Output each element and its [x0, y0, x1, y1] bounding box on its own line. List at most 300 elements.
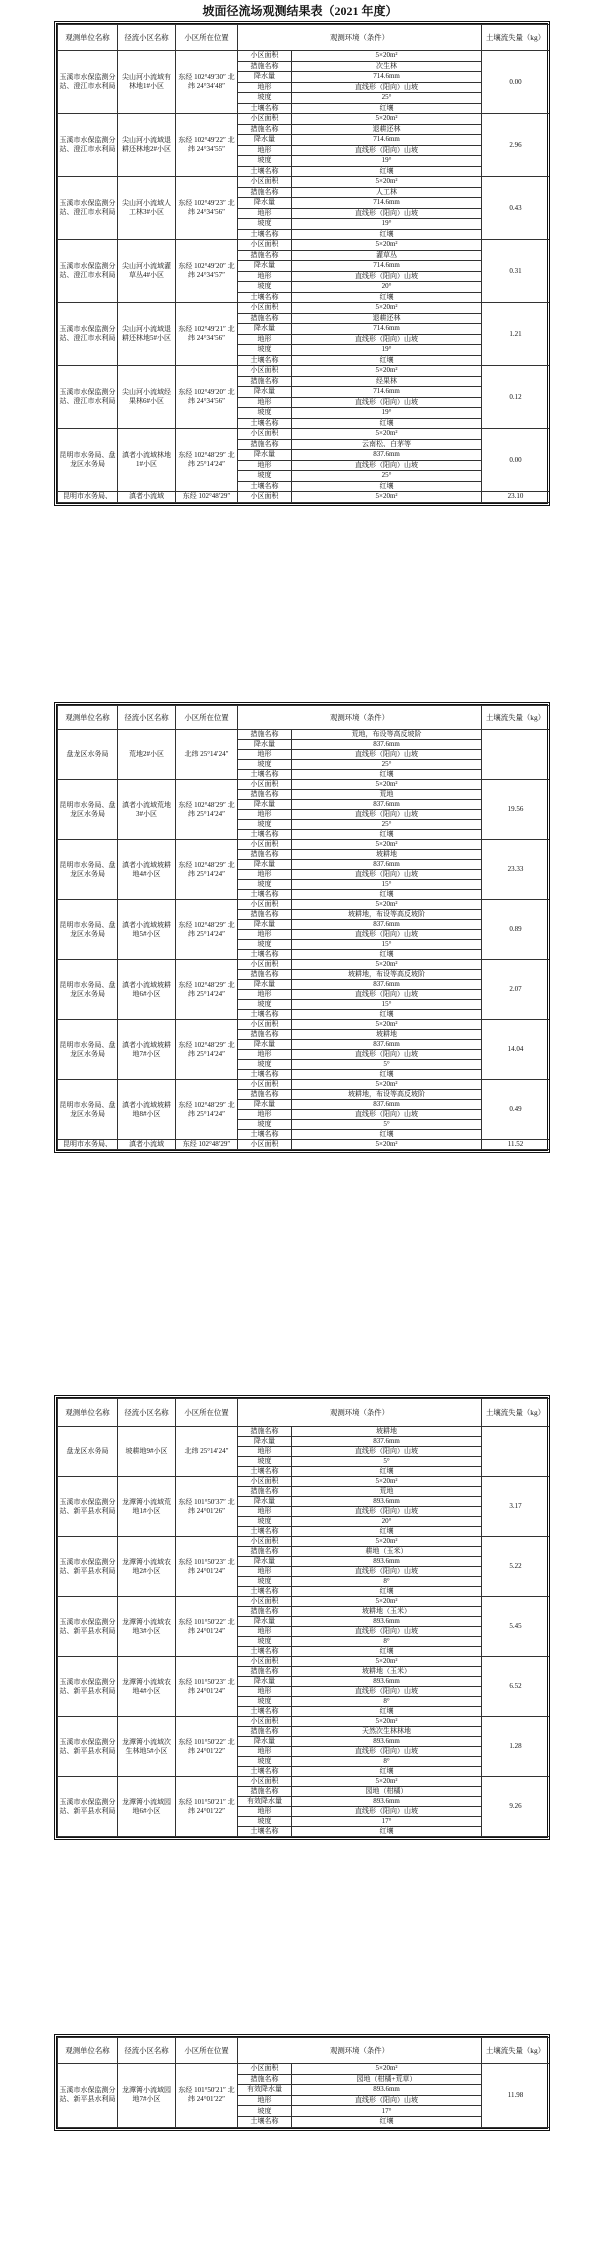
cell-condition-label: 坡度 — [238, 1517, 292, 1527]
cell-condition-label: 坡度 — [238, 1637, 292, 1647]
cell-plot: 滇者小流域 — [118, 492, 176, 503]
cell-condition-value: 5×20m² — [292, 900, 482, 910]
cell-soil-loss: 0.49 — [482, 1080, 550, 1140]
cell-plot: 滇者小流域坡耕地6#小区 — [118, 960, 176, 1020]
cell-condition-value: 837.6mm — [292, 450, 482, 461]
cell-plot: 滇者小流域坡耕地5#小区 — [118, 900, 176, 960]
header-soil-loss: 土壤流失量（kg） — [482, 1399, 550, 1427]
table-row — [58, 960, 550, 970]
cell-condition-label: 降水量 — [238, 1100, 292, 1110]
cell-unit: 玉溪市水保监测分站、澄江市水利局 — [58, 366, 118, 429]
cell-condition-label: 小区面积 — [238, 1537, 292, 1547]
cell-condition-value: 经果林 — [292, 376, 482, 387]
cell-condition-label: 降水量 — [238, 920, 292, 930]
cell-condition-label: 土壤名称 — [238, 166, 292, 177]
cell-plot: 滇者小流域 — [118, 1140, 176, 1150]
cell-location: 北纬 25°14′24″ — [176, 1427, 238, 1477]
cell-condition-label: 土壤名称 — [238, 770, 292, 780]
cell-unit: 昆明市水务局、盘龙区水务局 — [58, 900, 118, 960]
header-environment: 观测环境（条件） — [238, 706, 482, 730]
cell-condition-value: 直线形（阳向）山坡 — [292, 1110, 482, 1120]
cell-condition-label: 措施名称 — [238, 1667, 292, 1677]
cell-condition-value: 837.6mm — [292, 1040, 482, 1050]
cell-condition-label: 措施名称 — [238, 1547, 292, 1557]
cell-location: 东经 101°50′21″ 北纬 24°01′22″ — [176, 1777, 238, 1837]
cell-condition-value: 8° — [292, 1697, 482, 1707]
cell-condition-label: 坡度 — [238, 1697, 292, 1707]
cell-condition-label: 措施名称 — [238, 1090, 292, 1100]
cell-condition-value: 红壤 — [292, 890, 482, 900]
cell-condition-value: 直线形（阳向）山坡 — [292, 145, 482, 156]
cell-condition-value: 20° — [292, 282, 482, 293]
cell-unit: 昆明市水务局、盘龙区水务局 — [58, 840, 118, 900]
cell-soil-loss — [482, 730, 550, 780]
table-row — [58, 900, 550, 910]
cell-location: 东经 102°48′29″ 北纬 25°14′24″ — [176, 429, 238, 492]
cell-condition-label: 小区面积 — [238, 51, 292, 62]
cell-condition-label: 小区面积 — [238, 840, 292, 850]
cell-condition-label: 坡度 — [238, 345, 292, 356]
cell-plot: 滇者小流域荒地3#小区 — [118, 780, 176, 840]
cell-soil-loss: 14.04 — [482, 1020, 550, 1080]
cell-condition-value: 893.6mm — [292, 1617, 482, 1627]
cell-condition-label: 土壤名称 — [238, 1467, 292, 1477]
table-row — [58, 1597, 550, 1607]
cell-unit: 盘龙区水务局 — [58, 730, 118, 780]
cell-condition-label: 降水量 — [238, 1040, 292, 1050]
observation-table — [57, 24, 550, 503]
cell-condition-label: 坡度 — [238, 1817, 292, 1827]
cell-condition-label: 小区面积 — [238, 492, 292, 503]
cell-condition-value: 坡耕地 — [292, 1030, 482, 1040]
table-row — [58, 1427, 550, 1437]
cell-condition-value: 直线形（阳向）山坡 — [292, 82, 482, 93]
cell-condition-value: 837.6mm — [292, 800, 482, 810]
cell-condition-label: 土壤名称 — [238, 1767, 292, 1777]
cell-plot: 龙潭箐小流域园地6#小区 — [118, 1777, 176, 1837]
table-row — [58, 51, 550, 62]
cell-condition-value: 红壤 — [292, 770, 482, 780]
page-title: 坡面径流场观测结果表（2021 年度） — [202, 4, 398, 18]
cell-plot: 尖山河小流域有林地1#小区 — [118, 51, 176, 114]
cell-condition-label: 措施名称 — [238, 187, 292, 198]
cell-condition-value: 直线形（阳向）山坡 — [292, 930, 482, 940]
cell-condition-label: 小区面积 — [238, 429, 292, 440]
cell-condition-label: 坡度 — [238, 820, 292, 830]
cell-condition-value: 人工林 — [292, 187, 482, 198]
cell-location: 东经 102°48′29″ 北纬 25°14′24″ — [176, 900, 238, 960]
cell-condition-value: 15° — [292, 1000, 482, 1010]
cell-condition-value: 5° — [292, 1060, 482, 1070]
cell-condition-label: 降水量 — [238, 387, 292, 398]
cell-location: 东经 102°49′20″ 北纬 24°34′57″ — [176, 240, 238, 303]
cell-condition-value: 直线形（阳向）山坡 — [292, 2095, 482, 2106]
cell-condition-value: 5×20m² — [292, 1597, 482, 1607]
header-location: 小区所在位置 — [176, 706, 238, 730]
observation-table — [57, 1398, 550, 1837]
cell-location: 东经 102°48′29″ 北纬 25°14′24″ — [176, 960, 238, 1020]
cell-condition-label: 降水量 — [238, 198, 292, 209]
cell-condition-label: 小区面积 — [238, 1080, 292, 1090]
cell-condition-label: 措施名称 — [238, 730, 292, 740]
cell-condition-value: 红壤 — [292, 1010, 482, 1020]
cell-condition-label: 土壤名称 — [238, 1527, 292, 1537]
cell-condition-label: 小区面积 — [238, 177, 292, 188]
cell-condition-value: 837.6mm — [292, 980, 482, 990]
cell-condition-label: 降水量 — [238, 261, 292, 272]
cell-condition-value: 红壤 — [292, 1767, 482, 1777]
cell-condition-value: 坡耕地 — [292, 850, 482, 860]
cell-condition-label: 措施名称 — [238, 1427, 292, 1437]
cell-condition-value: 25° — [292, 820, 482, 830]
cell-condition-value: 837.6mm — [292, 1100, 482, 1110]
cell-soil-loss — [482, 1427, 550, 1477]
cell-condition-value: 坡耕地（玉米） — [292, 1667, 482, 1677]
cell-condition-label: 地形 — [238, 145, 292, 156]
cell-unit: 昆明市水务局、盘龙区水务局 — [58, 429, 118, 492]
cell-condition-label: 土壤名称 — [238, 481, 292, 492]
header-unit: 观测单位名称 — [58, 2038, 118, 2064]
table-page-2 — [56, 704, 548, 1151]
cell-soil-loss: 0.43 — [482, 177, 550, 240]
cell-condition-value: 837.6mm — [292, 1437, 482, 1447]
cell-condition-label: 降水量 — [238, 980, 292, 990]
cell-unit: 玉溪市水保监测分站、澄江市水利局 — [58, 114, 118, 177]
cell-condition-value: 5×20m² — [292, 1717, 482, 1727]
cell-condition-value: 直线形（阳向）山坡 — [292, 460, 482, 471]
cell-condition-value: 直线形（阳向）山坡 — [292, 1567, 482, 1577]
cell-condition-value: 直线形（阳向）山坡 — [292, 1507, 482, 1517]
cell-condition-value: 灌草丛 — [292, 250, 482, 261]
cell-condition-value: 5×20m² — [292, 1777, 482, 1787]
cell-condition-value: 直线形（阳向）山坡 — [292, 334, 482, 345]
cell-condition-label: 土壤名称 — [238, 1070, 292, 1080]
cell-condition-value: 直线形（阳向）山坡 — [292, 397, 482, 408]
cell-soil-loss: 2.07 — [482, 960, 550, 1020]
cell-condition-label: 降水量 — [238, 1497, 292, 1507]
header-soil-loss: 土壤流失量（kg） — [482, 706, 550, 730]
cell-condition-label: 小区面积 — [238, 1020, 292, 1030]
table-row — [58, 780, 550, 790]
cell-condition-value: 5×20m² — [292, 960, 482, 970]
header-location: 小区所在位置 — [176, 1399, 238, 1427]
cell-condition-value: 5×20m² — [292, 492, 482, 503]
cell-condition-label: 措施名称 — [238, 790, 292, 800]
table-row — [58, 1537, 550, 1547]
cell-condition-label: 坡度 — [238, 1120, 292, 1130]
cell-condition-value: 19° — [292, 408, 482, 419]
cell-soil-loss: 1.28 — [482, 1717, 550, 1777]
header-unit: 观测单位名称 — [58, 25, 118, 51]
cell-condition-label: 土壤名称 — [238, 229, 292, 240]
cell-condition-value: 云南松、白茅等 — [292, 439, 482, 450]
cell-condition-label: 有效降水量 — [238, 1797, 292, 1807]
cell-condition-label: 地形 — [238, 271, 292, 282]
cell-location: 东经 102°49′22″ 北纬 24°34′55″ — [176, 114, 238, 177]
cell-condition-label: 土壤名称 — [238, 1010, 292, 1020]
cell-condition-value: 红壤 — [292, 2116, 482, 2127]
cell-soil-loss: 0.00 — [482, 429, 550, 492]
cell-condition-value: 红壤 — [292, 292, 482, 303]
cell-condition-label: 土壤名称 — [238, 418, 292, 429]
cell-condition-label: 土壤名称 — [238, 2116, 292, 2127]
cell-location: 东经 102°49′20″ 北纬 24°34′56″ — [176, 366, 238, 429]
header-environment: 观测环境（条件） — [238, 2038, 482, 2064]
cell-plot: 龙潭箐小流域农地3#小区 — [118, 1597, 176, 1657]
cell-soil-loss: 0.00 — [482, 51, 550, 114]
cell-condition-value: 直线形（阳向）山坡 — [292, 1447, 482, 1457]
header-soil-loss: 土壤流失量（kg） — [482, 25, 550, 51]
cell-condition-label: 地形 — [238, 810, 292, 820]
table-row — [58, 1140, 550, 1150]
cell-condition-value: 天然次生林林地 — [292, 1727, 482, 1737]
cell-condition-value: 直线形（阳向）山坡 — [292, 990, 482, 1000]
cell-condition-value: 5° — [292, 1120, 482, 1130]
header-unit: 观测单位名称 — [58, 706, 118, 730]
cell-plot: 滇者小流域坡耕地4#小区 — [118, 840, 176, 900]
cell-condition-value: 714.6mm — [292, 387, 482, 398]
cell-condition-label: 地形 — [238, 1627, 292, 1637]
table-row — [58, 2064, 550, 2075]
cell-plot: 尖山河小流域退耕还林地5#小区 — [118, 303, 176, 366]
cell-condition-label: 降水量 — [238, 800, 292, 810]
cell-condition-label: 坡度 — [238, 2106, 292, 2117]
header-location: 小区所在位置 — [176, 25, 238, 51]
cell-condition-label: 坡度 — [238, 760, 292, 770]
table-row — [58, 730, 550, 740]
cell-condition-value: 893.6mm — [292, 2085, 482, 2096]
cell-condition-value: 25° — [292, 760, 482, 770]
cell-condition-label: 坡度 — [238, 1577, 292, 1587]
cell-unit: 昆明市水务局、盘龙区水务局 — [58, 1080, 118, 1140]
cell-condition-value: 714.6mm — [292, 135, 482, 146]
cell-location: 东经 102°48′29″ 北纬 25°14′24″ — [176, 840, 238, 900]
cell-soil-loss: 11.98 — [482, 2064, 550, 2128]
header-row — [58, 2038, 550, 2064]
cell-condition-value: 直线形（阳向）山坡 — [292, 1747, 482, 1757]
cell-condition-value: 退耕还林 — [292, 313, 482, 324]
cell-condition-label: 小区面积 — [238, 366, 292, 377]
header-row — [58, 25, 550, 51]
cell-condition-label: 措施名称 — [238, 439, 292, 450]
cell-unit: 昆明市水务局、 — [58, 492, 118, 503]
cell-condition-value: 19° — [292, 345, 482, 356]
table-page-1 — [56, 23, 548, 504]
cell-plot: 龙潭箐小流域农地4#小区 — [118, 1657, 176, 1717]
cell-plot: 龙潭箐小流域农地2#小区 — [118, 1537, 176, 1597]
table-page-3 — [56, 1397, 548, 1838]
cell-condition-value: 园地（柑橘+荒草） — [292, 2074, 482, 2085]
cell-plot: 滇者小流域坡耕地8#小区 — [118, 1080, 176, 1140]
cell-condition-value: 退耕还林 — [292, 124, 482, 135]
cell-location: 东经 101°50′23″ 北纬 24°01′24″ — [176, 1657, 238, 1717]
cell-location: 东经 102°48′29″ — [176, 492, 238, 503]
cell-condition-label: 地形 — [238, 750, 292, 760]
cell-condition-value: 714.6mm — [292, 261, 482, 272]
cell-condition-label: 坡度 — [238, 219, 292, 230]
cell-location: 东经 101°50′22″ 北纬 24°01′22″ — [176, 1717, 238, 1777]
header-plot: 径流小区名称 — [118, 2038, 176, 2064]
table-row — [58, 303, 550, 314]
cell-condition-label: 降水量 — [238, 450, 292, 461]
header-plot: 径流小区名称 — [118, 25, 176, 51]
cell-condition-label: 小区面积 — [238, 780, 292, 790]
cell-condition-label: 措施名称 — [238, 910, 292, 920]
cell-condition-label: 地形 — [238, 82, 292, 93]
cell-condition-value: 19° — [292, 156, 482, 167]
cell-location: 东经 101°50′37″ 北纬 24°01′26″ — [176, 1477, 238, 1537]
cell-condition-value: 5×20m² — [292, 1537, 482, 1547]
cell-condition-label: 小区面积 — [238, 1597, 292, 1607]
cell-condition-value: 25° — [292, 93, 482, 104]
cell-condition-label: 小区面积 — [238, 1657, 292, 1667]
cell-condition-label: 小区面积 — [238, 114, 292, 125]
cell-condition-label: 小区面积 — [238, 303, 292, 314]
cell-condition-label: 土壤名称 — [238, 355, 292, 366]
cell-unit: 盘龙区水务局 — [58, 1427, 118, 1477]
table-row — [58, 177, 550, 188]
cell-soil-loss: 6.52 — [482, 1657, 550, 1717]
cell-condition-label: 小区面积 — [238, 900, 292, 910]
cell-condition-value: 5×20m² — [292, 1080, 482, 1090]
cell-condition-value: 25° — [292, 471, 482, 482]
cell-soil-loss: 5.22 — [482, 1537, 550, 1597]
table-row — [58, 1020, 550, 1030]
cell-condition-value: 893.6mm — [292, 1557, 482, 1567]
header-unit: 观测单位名称 — [58, 1399, 118, 1427]
table-row — [58, 492, 550, 503]
cell-condition-value: 714.6mm — [292, 198, 482, 209]
cell-location: 东经 102°48′29″ 北纬 25°14′24″ — [176, 1020, 238, 1080]
cell-plot: 尖山河小流域退耕还林地2#小区 — [118, 114, 176, 177]
cell-condition-value: 直线形（阳向）山坡 — [292, 1627, 482, 1637]
cell-condition-value: 5×20m² — [292, 177, 482, 188]
header-soil-loss: 土壤流失量（kg） — [482, 2038, 550, 2064]
cell-condition-label: 措施名称 — [238, 1487, 292, 1497]
cell-unit: 玉溪市水保监测分站、新平县水利局 — [58, 1597, 118, 1657]
cell-condition-value: 红壤 — [292, 1587, 482, 1597]
cell-condition-value: 5×20m² — [292, 114, 482, 125]
cell-condition-value: 15° — [292, 880, 482, 890]
cell-condition-value: 8° — [292, 1637, 482, 1647]
cell-soil-loss: 5.45 — [482, 1597, 550, 1657]
header-plot: 径流小区名称 — [118, 1399, 176, 1427]
cell-location: 东经 101°50′23″ 北纬 24°01′24″ — [176, 1537, 238, 1597]
cell-condition-label: 坡度 — [238, 880, 292, 890]
cell-condition-label: 降水量 — [238, 860, 292, 870]
cell-condition-label: 坡度 — [238, 940, 292, 950]
cell-condition-label: 地形 — [238, 397, 292, 408]
cell-condition-value: 坡耕地，布设等高反坡阶 — [292, 910, 482, 920]
cell-condition-label: 坡度 — [238, 1000, 292, 1010]
cell-condition-label: 措施名称 — [238, 970, 292, 980]
cell-condition-value: 893.6mm — [292, 1497, 482, 1507]
cell-condition-value: 5×20m² — [292, 1140, 482, 1150]
cell-unit: 昆明市水务局、盘龙区水务局 — [58, 780, 118, 840]
cell-plot: 尖山河小流域经果林6#小区 — [118, 366, 176, 429]
cell-condition-value: 红壤 — [292, 1527, 482, 1537]
cell-condition-label: 地形 — [238, 1050, 292, 1060]
cell-condition-value: 17° — [292, 1817, 482, 1827]
cell-soil-loss: 19.56 — [482, 780, 550, 840]
table-row — [58, 1777, 550, 1787]
cell-condition-label: 措施名称 — [238, 313, 292, 324]
cell-condition-value: 8° — [292, 1757, 482, 1767]
cell-condition-label: 地形 — [238, 1687, 292, 1697]
cell-condition-value: 893.6mm — [292, 1677, 482, 1687]
cell-condition-value: 红壤 — [292, 1130, 482, 1140]
cell-condition-label: 坡度 — [238, 408, 292, 419]
cell-condition-value: 5×20m² — [292, 240, 482, 251]
cell-condition-label: 小区面积 — [238, 1477, 292, 1487]
cell-condition-label: 小区面积 — [238, 1777, 292, 1787]
observation-table — [57, 2037, 550, 2128]
cell-condition-label: 措施名称 — [238, 250, 292, 261]
cell-condition-label: 小区面积 — [238, 1717, 292, 1727]
cell-condition-label: 地形 — [238, 930, 292, 940]
cell-condition-value: 红壤 — [292, 950, 482, 960]
cell-unit: 玉溪市水保监测分站、澄江市水利局 — [58, 240, 118, 303]
cell-condition-value: 5×20m² — [292, 1020, 482, 1030]
cell-condition-label: 措施名称 — [238, 2074, 292, 2085]
cell-unit: 昆明市水务局、 — [58, 1140, 118, 1150]
cell-condition-value: 893.6mm — [292, 1797, 482, 1807]
cell-condition-value: 5×20m² — [292, 366, 482, 377]
cell-soil-loss: 0.31 — [482, 240, 550, 303]
cell-condition-value: 893.6mm — [292, 1737, 482, 1747]
cell-unit: 玉溪市水保监测分站、澄江市水利局 — [58, 51, 118, 114]
cell-condition-label: 降水量 — [238, 1437, 292, 1447]
cell-condition-label: 土壤名称 — [238, 292, 292, 303]
cell-condition-value: 直线形（阳向）山坡 — [292, 810, 482, 820]
cell-plot: 龙潭箐小流域次生林地5#小区 — [118, 1717, 176, 1777]
cell-condition-value: 直线形（阳向）山坡 — [292, 750, 482, 760]
cell-condition-value: 直线形（阳向）山坡 — [292, 870, 482, 880]
table-row — [58, 429, 550, 440]
header-plot: 径流小区名称 — [118, 706, 176, 730]
cell-plot: 荒地2#小区 — [118, 730, 176, 780]
cell-condition-label: 降水量 — [238, 1617, 292, 1627]
cell-condition-value: 荒地，布设等高反坡阶 — [292, 730, 482, 740]
cell-condition-label: 降水量 — [238, 135, 292, 146]
cell-condition-label: 地形 — [238, 1507, 292, 1517]
cell-location: 东经 102°48′29″ 北纬 25°14′24″ — [176, 780, 238, 840]
cell-condition-label: 土壤名称 — [238, 950, 292, 960]
cell-condition-value: 直线形（阳向）山坡 — [292, 208, 482, 219]
cell-condition-label: 土壤名称 — [238, 1587, 292, 1597]
cell-condition-label: 坡度 — [238, 282, 292, 293]
cell-unit: 玉溪市水保监测分站、新平县水利局 — [58, 1657, 118, 1717]
cell-unit: 昆明市水务局、盘龙区水务局 — [58, 1020, 118, 1080]
cell-plot: 龙潭箐小流域园地7#小区 — [118, 2064, 176, 2128]
cell-condition-value: 5×20m² — [292, 1477, 482, 1487]
cell-unit: 玉溪市水保监测分站、澄江市水利局 — [58, 303, 118, 366]
cell-condition-value: 19° — [292, 219, 482, 230]
cell-plot: 滇者小流域坡耕地7#小区 — [118, 1020, 176, 1080]
cell-location: 东经 102°49′21″ 北纬 24°34′56″ — [176, 303, 238, 366]
cell-condition-label: 坡度 — [238, 1757, 292, 1767]
cell-condition-value: 红壤 — [292, 1467, 482, 1477]
cell-condition-label: 降水量 — [238, 1557, 292, 1567]
cell-condition-value: 荒地 — [292, 1487, 482, 1497]
cell-condition-value: 红壤 — [292, 1647, 482, 1657]
cell-condition-value: 直线形（阳向）山坡 — [292, 271, 482, 282]
cell-condition-label: 地形 — [238, 334, 292, 345]
cell-condition-label: 小区面积 — [238, 1140, 292, 1150]
cell-condition-label: 小区面积 — [238, 2064, 292, 2075]
header-location: 小区所在位置 — [176, 2038, 238, 2064]
cell-condition-label: 小区面积 — [238, 960, 292, 970]
